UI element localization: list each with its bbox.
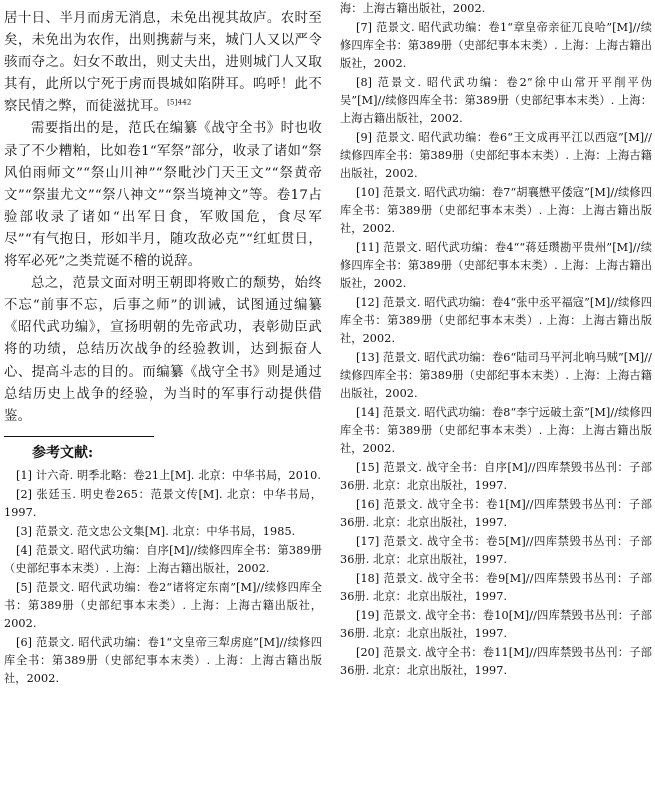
- body-paragraph-3: 总之，范景文面对明王朝即将败亡的颓势，始终不忘“前事不忘，后事之师”的训诫，试图通过编纂《昭代武功编》，宣扬明朝的先帝武功，表彰勋臣武将的功绩，总结历次战争的经验教训，达到振奋人心、提高斗志的目的。而编纂《战守全书》则是通过总结历史上战争的经验，为当时的军事行动提供借鉴。: [4, 276, 322, 424]
- reference-item-18: [18] 范景文. 战守全书：卷9[M]//四库禁毁书丛刊：子部36册. 北京：北京出版社，1997.: [340, 572, 652, 603]
- citation-ref: [5]: [167, 98, 178, 107]
- reference-item-8: [8] 范景文. 昭代武功编：卷2“徐中山常开平削平伪吴”[M]//续修四库全书：第389册（史部纪事本末类）. 上海：上海古籍出版社，2002.: [340, 76, 652, 125]
- reference-item-10: [10] 范景文. 昭代武功编：卷7“胡襄懋平倭寇”[M]//续修四库全书：第389册（史部纪事本末类）. 上海：上海古籍出版社，2002.: [340, 186, 652, 235]
- right-column: [340, 0, 652, 681]
- reference-item-16: [16] 范景文. 战守全书：卷1[M]//四库禁毁书丛刊：子部36册. 北京：北京出版社，1997.: [340, 498, 652, 529]
- body-paragraph-2: 需要指出的是，范氏在编纂《战守全书》时也收录了不少糟粕，比如卷1“军祭”部分，收录了诸如“祭风伯雨师文”“祭山川神”“祭毗沙门天王文”“祭黄帝文”“祭蚩尤文”“祭八神文”“祭当境神文”等。卷17占验部收录了诸如“出军日食，军败国危，食尽军尽”“有气抱日，形如半月，随攻敌必克”“红虹贯日，将军必死”之类荒诞不稽的说辞。: [4, 121, 322, 270]
- paragraph-text: 居十日、半月而虏无消息，未免出视其故庐。农时至矣，未免出为农作，出则携薪与来，城门人又以严令骇而夺之。妇女不敢出，则丈夫出，进则城门人又取其有，此所以宁死于虏而畏城如陷阱耳。呜呼！此不察民情之弊，而徒滋扰耳。: [4, 11, 322, 115]
- reference-item-6: [6] 范景文. 昭代武功编：卷1“文皇帝三犁虏庭”[M]//续修四库全书：第389册（史部纪事本末类）. 上海：上海古籍出版社，2002.: [4, 635, 322, 685]
- reference-item-2: [2] 张廷玉. 明史卷265：范景文传[M]. 北京：中华书局，1997.: [4, 487, 322, 519]
- citation-mark: [167, 99, 191, 107]
- reference-item-6-continued: 海：上海古籍出版社，2002.: [340, 2, 486, 15]
- reference-item-1: [1] 计六奇. 明季北略：卷21上[M]. 北京：中华书局，2010.: [16, 468, 322, 482]
- reference-item-12: [12] 范景文. 昭代武功编：卷4“张中丞平福寇”[M]//续修四库全书：第389册（史部纪事本末类）. 上海：上海古籍出版社，2002.: [340, 296, 652, 345]
- reference-item-20: [20] 范景文. 战守全书：卷11[M]//四库禁毁书丛刊：子部36册. 北京：北京出版社，1997.: [340, 646, 652, 677]
- reference-item-3: [3] 范景文. 范文忠公文集[M]. 北京：中华书局，1985.: [16, 524, 296, 538]
- reference-item-4: [4] 范景文. 昭代武功编：自序[M]//续修四库全书：第389册（史部纪事本末类）. 上海：上海古籍出版社，2002.: [4, 543, 322, 575]
- body-paragraph-1: [4, 8, 322, 118]
- reference-item-9: [9] 范景文. 昭代武功编：卷6“王文成再平江以西寇”[M]//续修四库全书：第389册（史部纪事本末类）. 上海：上海古籍出版社，2002.: [340, 131, 652, 180]
- reference-item-17: [17] 范景文. 战守全书：卷5[M]//四库禁毁书丛刊：子部36册. 北京：北京出版社，1997.: [340, 535, 652, 566]
- reference-item-19: [19] 范景文. 战守全书：卷10[M]//四库禁毁书丛刊：子部36册. 北京：北京出版社，1997.: [340, 609, 652, 640]
- reference-item-15: [15] 范景文. 战守全书：自序[M]//四库禁毁书丛刊：子部36册. 北京：北京出版社，1997.: [340, 461, 652, 492]
- reference-item-5: [5] 范景文. 昭代武功编：卷2“诸将定东南”[M]//续修四库全书：第389册（史部纪事本末类）. 上海：上海古籍出版社，2002.: [4, 580, 322, 630]
- citation-page: 442: [177, 98, 192, 107]
- reference-item-11: [11] 范景文. 昭代武功编：卷4““蒋廷瓒勘平贵州”[M]//续修四库全书：第389册（史部纪事本末类）. 上海：上海古籍出版社，2002.: [340, 241, 652, 290]
- left-column: [4, 0, 322, 689]
- section-divider: [4, 436, 154, 437]
- reference-item-14: [14] 范景文. 昭代武功编：卷8“李宁远破土蛮”[M]//续修四库全书：第389册（史部纪事本末类）. 上海：上海古籍出版社，2002.: [340, 406, 652, 455]
- references-title: 参考文献:: [32, 444, 94, 461]
- reference-item-13: [13] 范景文. 昭代武功编：卷6“陆司马平河北响马贼”[M]//续修四库全书：第389册（史部纪事本末类）. 上海：上海古籍出版社，2002.: [340, 351, 652, 400]
- reference-item-7: [7] 范景文. 昭代武功编：卷1“章皇帝亲征兀良哈”[M]//续修四库全书：第389册（史部纪事本末类）. 上海：上海古籍出版社，2002.: [340, 21, 652, 70]
